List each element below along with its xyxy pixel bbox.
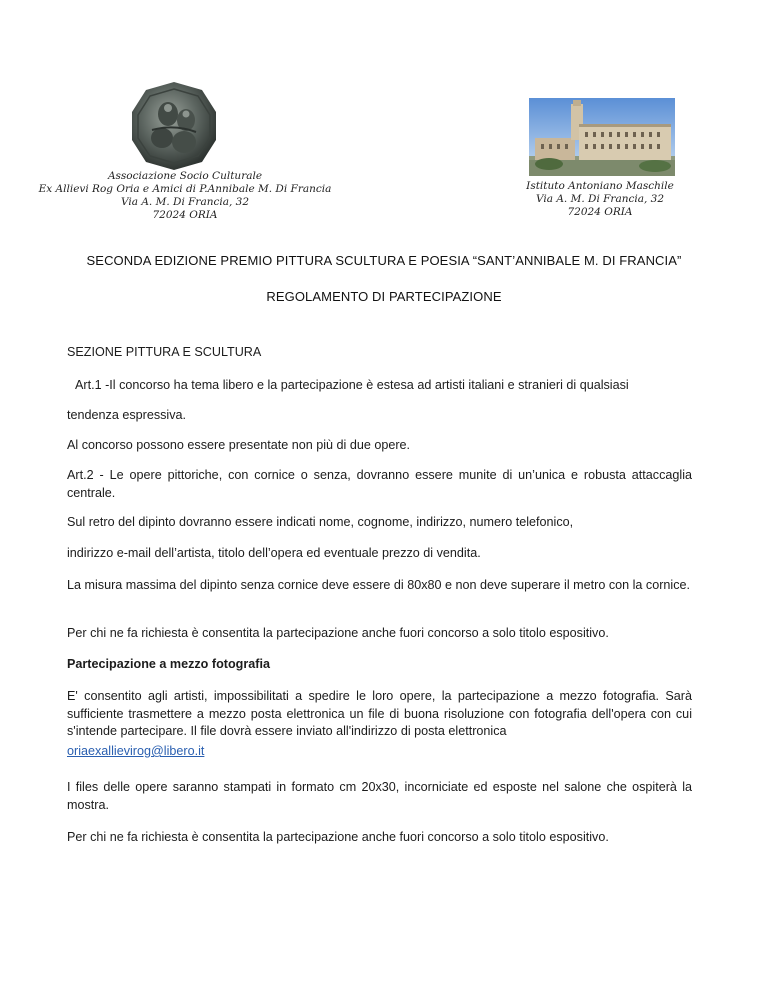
section-heading: SEZIONE PITTURA E SCULTURA bbox=[67, 345, 262, 359]
institute-building-photo bbox=[529, 98, 675, 176]
left-org-street: Via A. M. Di Francia, 32 bbox=[120, 196, 249, 208]
right-org-city: 72024 ORIA bbox=[567, 206, 633, 218]
size-paragraph: La misura massima del dipinto senza cornice deve essere di 80x80 e non deve superare il metro con la cornice. bbox=[67, 578, 691, 592]
left-org-name: Associazione Socio Culturale bbox=[107, 170, 263, 182]
photo-participation-paragraph: E' consentito agli artisti, impossibilitati a spedire le loro opere, la partecipazione a mezzo fotografia. Sarà sufficiente trasmettere a mezzo posta elettronica un file di buona risoluzione con fotografia dell'opera con cui s'intende partecipare. Il file dovrà essere inviato all'indirizzo di posta elettronica bbox=[67, 689, 692, 738]
left-org-subtitle: Ex Allievi Rog Oria e Amici di P.Annibale M. Di Francia bbox=[38, 183, 332, 195]
art1-paragraph: Art.1 -Il concorso ha tema libero e la partecipazione è estesa ad artisti italiani e stranieri di qualsiasi bbox=[75, 378, 629, 392]
left-org-city: 72024 ORIA bbox=[152, 209, 218, 221]
document-subtitle: REGOLAMENTO DI PARTECIPAZIONE bbox=[266, 289, 502, 304]
document-title: SECONDA EDIZIONE PREMIO PITTURA SCULTURA E POESIA “SANT’ANNIBALE M. DI FRANCIA” bbox=[86, 253, 682, 268]
left-organization-address bbox=[20, 170, 350, 222]
retro-paragraph: Sul retro del dipinto dovranno essere indicati nome, cognome, indirizzo, numero telefonico, bbox=[67, 515, 574, 529]
fuori-concorso-paragraph-1: Per chi ne fa richiesta è consentita la partecipazione anche fuori concorso a solo titolo espositivo. bbox=[67, 626, 609, 640]
photo-participation-heading: Partecipazione a mezzo fotografia bbox=[67, 657, 270, 671]
fuori-concorso-paragraph-2: Per chi ne fa richiesta è consentita la partecipazione anche fuori concorso a solo titolo espositivo. bbox=[67, 830, 609, 844]
right-organization-address bbox=[505, 180, 695, 219]
art1-continuation: tendenza espressiva. bbox=[67, 408, 187, 422]
right-org-name: Istituto Antoniano Maschile bbox=[526, 180, 674, 192]
retro-continuation: indirizzo e-mail dell’artista, titolo dell’opera ed eventuale prezzo di vendita. bbox=[67, 546, 481, 560]
medallion-seal-logo bbox=[128, 80, 220, 172]
art2-paragraph: Art.2 - Le opere pittoriche, con cornice o senza, dovranno essere munite di un’unica e robusta attaccaglia centrale. bbox=[67, 468, 692, 500]
max-works-paragraph: Al concorso possono essere presentate non più di due opere. bbox=[67, 438, 411, 452]
right-org-street: Via A. M. Di Francia, 32 bbox=[535, 193, 664, 205]
email-link[interactable]: oriaexallievirog@libero.it bbox=[67, 744, 205, 758]
files-paragraph: I files delle opere saranno stampati in formato cm 20x30, incorniciate ed esposte nel salone che ospiterà la mostra. bbox=[67, 780, 692, 812]
